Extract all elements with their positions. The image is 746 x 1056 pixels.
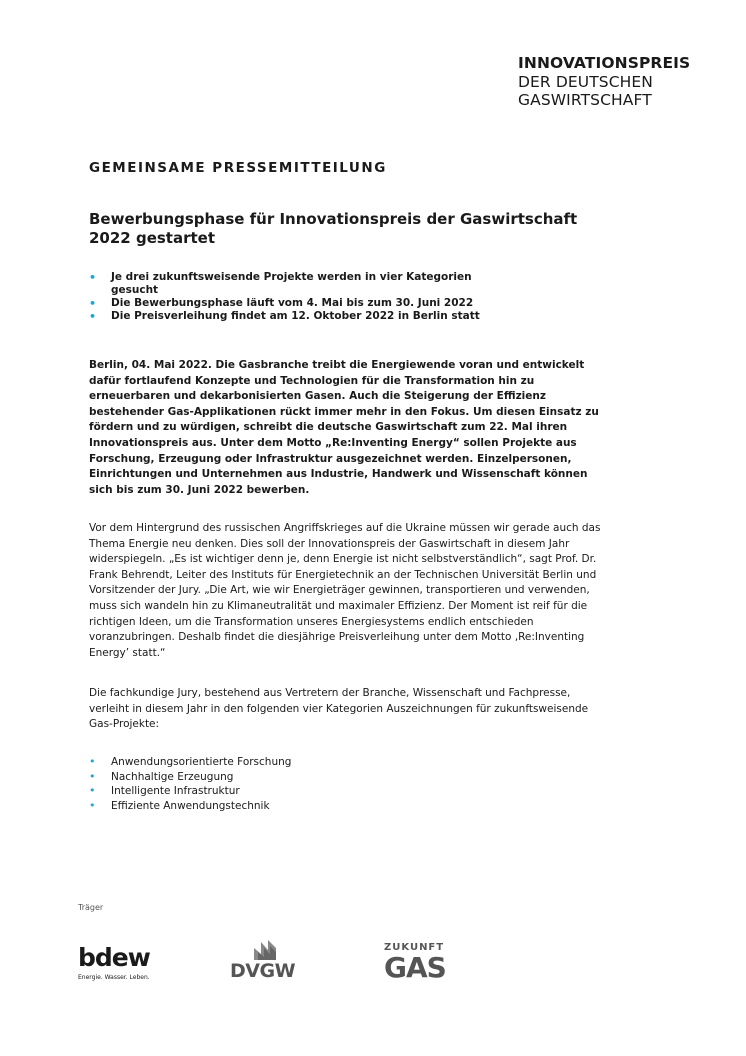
sponsors-label: Träger <box>78 903 104 912</box>
brand-line-2: DER DEUTSCHEN <box>518 72 653 91</box>
bullet-icon: • <box>89 271 97 284</box>
key-points-list <box>89 271 489 323</box>
list-item: • Anwendungsorientierte Forschung <box>89 755 292 768</box>
list-item: • Die Preisverleihung findet am 12. Oktober 2022 in Berlin statt <box>89 310 480 323</box>
dvgw-logo <box>230 940 302 986</box>
lead-paragraph: Berlin, 04. Mai 2022. Die Gasbranche treibt die Energiewende voran und entwickelt dafür fortlaufend Konzepte und Technologien für die Transformation hin zu erneuerbaren und dekarbonisierten Gasen. Auch die Steigerung der Effizienz bestehender Gas-Applikationen rückt immer mehr in den Fokus. Um diesen Einsatz zu fördern und zu würdigen, schreibt die deutsche Gaswirtschaft zum 22. Mal ihren Innovationspreis aus. Unter dem Motto „Re:Inventing Energy“ sollen Projekte aus Forschung, Erzeugung oder Infrastruktur ausgezeichnet werden. Einzelpersonen, Einrichtungen und Unternehmen aus Industrie, Handwerk und Wissenschaft können sich bis zum 30. Juni 2022 bewerben. <box>89 359 599 496</box>
body-paragraph-quote: Vor dem Hintergrund des russischen Angriffskrieges auf die Ukraine müssen wir gerade auch das Thema Energie neu denken. Dies soll der Innovationspreis der Gaswirtschaft in diesem Jahr widerspiegeln. „Es ist wichtiger denn je, denn Energie ist nicht selbstverständlich“, sagt Prof. Dr. Frank Behrendt, Leiter des Instituts für Energietechnik an der Technischen Universität Berlin und Vorsitzender der Jury. „Die Art, wie wir Energieträger gewinnen, transportieren und verwenden, muss sich wandeln hin zu Klimaneutralität und maximaler Effizienz. Der Moment ist reif für die richtigen Ideen, um die Transformation unseres Energiesystems endlich entschieden voranzubringen. Deshalb findet die diesjährige Preisverleihung unter dem Motto ‚Re:Inventing Energy’ statt.“ <box>89 522 601 659</box>
brand-line-3: GASWIRTSCHAFT <box>518 91 652 109</box>
bdew-tagline: Energie. Wasser. Leben. <box>78 974 150 981</box>
categories-list <box>89 755 489 813</box>
bullet-icon: • <box>89 310 97 323</box>
list-item: • Je drei zukunftsweisende Projekte werden in vier Kategorien gesucht <box>89 271 472 296</box>
list-item: • Intelligente Infrastruktur <box>89 784 240 797</box>
bdew-logo <box>78 944 158 986</box>
bdew-wordmark: bdew <box>78 943 150 972</box>
bullet-icon: • <box>89 297 97 310</box>
bullet-icon: • <box>89 784 96 797</box>
list-item: • Die Bewerbungsphase läuft vom 4. Mai bis zum 30. Juni 2022 <box>89 297 474 310</box>
zukunft-gas-top: ZUKUNFT <box>384 942 445 953</box>
dvgw-flame-icon <box>252 940 282 962</box>
brand-logo <box>518 54 733 110</box>
brand-line-1: INNOVATIONSPREIS <box>518 54 691 72</box>
zukunft-gas-bottom: GAS <box>384 951 446 984</box>
list-item: • Nachhaltige Erzeugung <box>89 769 234 783</box>
body-paragraph-jury: Die fachkundige Jury, bestehend aus Vertretern der Branche, Wissenschaft und Fachpresse, verleiht in diesem Jahr in den folgenden vier Kategorien Auszeichnungen für zukunftsweisende Gas-Projekte: <box>89 687 589 731</box>
zukunft-gas-logo <box>384 942 454 986</box>
bullet-icon: • <box>89 755 96 768</box>
bullet-icon: • <box>89 769 96 783</box>
bullet-icon: • <box>89 798 96 812</box>
document-type: GEMEINSAME PRESSEMITTEILUNG <box>89 160 387 176</box>
headline: Bewerbungsphase für Innovationspreis der Gaswirtschaft 2022 gestartet <box>89 210 578 247</box>
dvgw-wordmark: DVGW <box>230 960 296 982</box>
list-item: • Effiziente Anwendungstechnik <box>89 798 270 812</box>
